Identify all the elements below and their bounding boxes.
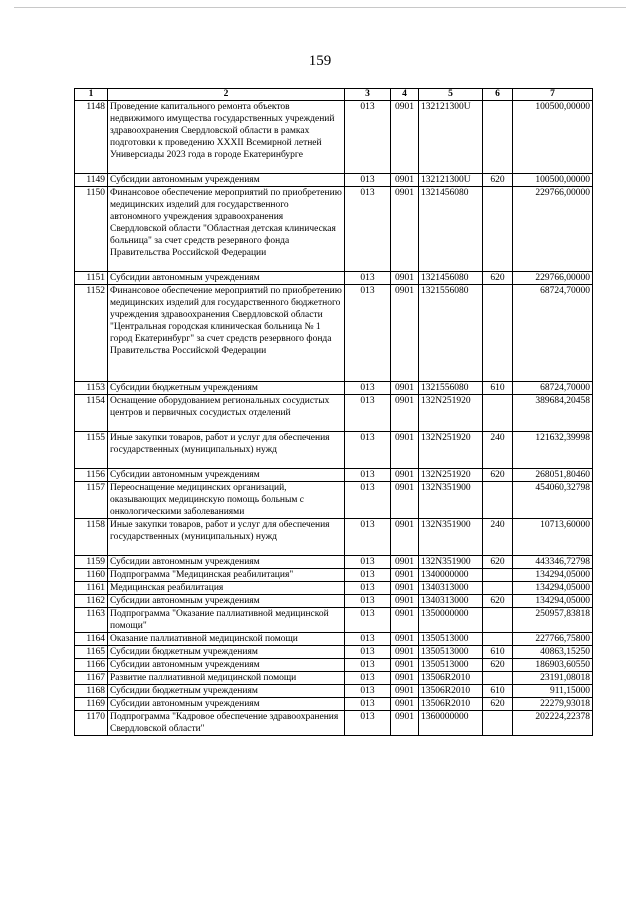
target-article-cell: 1350513000 (419, 659, 483, 672)
target-article-cell: 132N251920 (419, 395, 483, 432)
amount-cell: 40863,15250 (513, 646, 593, 659)
target-article-cell: 132N251920 (419, 432, 483, 469)
section-code-cell: 0901 (391, 285, 419, 382)
ministry-code-cell: 013 (345, 395, 391, 432)
column-header: 1 (75, 89, 108, 101)
amount-cell: 22279,93018 (513, 698, 593, 711)
column-header: 4 (391, 89, 419, 101)
table-row (75, 672, 593, 685)
table-row (75, 469, 593, 482)
row-name-cell: Оснащение оборудованием региональных сосудистых центров и первичных сосудистых отделений (108, 395, 345, 432)
target-article-cell: 132N351900 (419, 482, 483, 519)
section-code-cell: 0901 (391, 382, 419, 395)
ministry-code-cell: 013 (345, 595, 391, 608)
column-header: 5 (419, 89, 483, 101)
section-code-cell: 0901 (391, 582, 419, 595)
amount-cell: 250957,83818 (513, 608, 593, 633)
amount-cell: 186903,60550 (513, 659, 593, 672)
budget-table (74, 88, 593, 736)
row-name-cell: Субсидии автономным учреждениям (108, 595, 345, 608)
row-number-cell: 1168 (75, 685, 108, 698)
expense-type-cell (483, 285, 513, 382)
ministry-code-cell: 013 (345, 646, 391, 659)
ministry-code-cell: 013 (345, 469, 391, 482)
table-row (75, 432, 593, 469)
expense-type-cell: 620 (483, 174, 513, 187)
target-article-cell: 1360000000 (419, 711, 483, 736)
row-number-cell: 1165 (75, 646, 108, 659)
section-code-cell: 0901 (391, 646, 419, 659)
target-article-cell: 1350000000 (419, 608, 483, 633)
top-divider-line (14, 7, 626, 8)
expense-type-cell: 620 (483, 556, 513, 569)
table-row (75, 519, 593, 556)
section-code-cell: 0901 (391, 711, 419, 736)
target-article-cell: 132N351900 (419, 519, 483, 556)
row-number-cell: 1153 (75, 382, 108, 395)
table-row (75, 633, 593, 646)
table-row (75, 582, 593, 595)
expense-type-cell: 240 (483, 519, 513, 556)
target-article-cell: 1321456080 (419, 272, 483, 285)
row-name-cell: Субсидии бюджетным учреждениям (108, 685, 345, 698)
row-number-cell: 1169 (75, 698, 108, 711)
row-number-cell: 1151 (75, 272, 108, 285)
amount-cell: 134294,05000 (513, 582, 593, 595)
section-code-cell: 0901 (391, 101, 419, 174)
ministry-code-cell: 013 (345, 187, 391, 272)
amount-cell: 10713,60000 (513, 519, 593, 556)
target-article-cell: 1321556080 (419, 382, 483, 395)
row-name-cell: Субсидии автономным учреждениям (108, 698, 345, 711)
ministry-code-cell: 013 (345, 432, 391, 469)
row-name-cell: Субсидии автономным учреждениям (108, 174, 345, 187)
row-name-cell: Подпрограмма "Кадровое обеспечение здравоохранения Свердловской области" (108, 711, 345, 736)
table-header-row (75, 89, 593, 101)
expense-type-cell (483, 569, 513, 582)
amount-cell: 134294,05000 (513, 595, 593, 608)
row-name-cell: Оказание паллиативной медицинской помощи (108, 633, 345, 646)
row-name-cell: Субсидии автономным учреждениям (108, 556, 345, 569)
table-row (75, 646, 593, 659)
row-number-cell: 1152 (75, 285, 108, 382)
amount-cell: 134294,05000 (513, 569, 593, 582)
expense-type-cell: 610 (483, 382, 513, 395)
target-article-cell: 132121300U (419, 101, 483, 174)
section-code-cell: 0901 (391, 608, 419, 633)
section-code-cell: 0901 (391, 174, 419, 187)
row-name-cell: Проведение капитального ремонта объектов недвижимого имущества государственных учреждений здравоохранения Свердловской области в рамках подготовки к проведению XXXII Всемирной летней Универсиады 2023 года в городе Екатеринбурге (108, 101, 345, 174)
column-header: 7 (513, 89, 593, 101)
row-name-cell: Иные закупки товаров, работ и услуг для обеспечения государственных (муниципальных) нужд (108, 432, 345, 469)
row-name-cell: Подпрограмма "Оказание паллиативной медицинской помощи" (108, 608, 345, 633)
row-name-cell: Субсидии автономным учреждениям (108, 469, 345, 482)
ministry-code-cell: 013 (345, 608, 391, 633)
ministry-code-cell: 013 (345, 101, 391, 174)
amount-cell: 202224,22378 (513, 711, 593, 736)
target-article-cell: 13506R2010 (419, 672, 483, 685)
amount-cell: 100500,00000 (513, 174, 593, 187)
section-code-cell: 0901 (391, 556, 419, 569)
ministry-code-cell: 013 (345, 285, 391, 382)
section-code-cell: 0901 (391, 569, 419, 582)
expense-type-cell: 620 (483, 659, 513, 672)
ministry-code-cell: 013 (345, 633, 391, 646)
row-name-cell: Субсидии автономным учреждениям (108, 272, 345, 285)
amount-cell: 121632,39998 (513, 432, 593, 469)
ministry-code-cell: 013 (345, 698, 391, 711)
table-row (75, 698, 593, 711)
column-header: 3 (345, 89, 391, 101)
ministry-code-cell: 013 (345, 519, 391, 556)
amount-cell: 229766,00000 (513, 187, 593, 272)
ministry-code-cell: 013 (345, 569, 391, 582)
ministry-code-cell: 013 (345, 672, 391, 685)
section-code-cell: 0901 (391, 187, 419, 272)
row-number-cell: 1154 (75, 395, 108, 432)
amount-cell: 389684,20458 (513, 395, 593, 432)
target-article-cell: 1340313000 (419, 582, 483, 595)
section-code-cell: 0901 (391, 272, 419, 285)
table-row (75, 608, 593, 633)
row-number-cell: 1149 (75, 174, 108, 187)
ministry-code-cell: 013 (345, 482, 391, 519)
section-code-cell: 0901 (391, 633, 419, 646)
amount-cell: 23191,08018 (513, 672, 593, 685)
row-name-cell: Медицинская реабилитация (108, 582, 345, 595)
row-number-cell: 1162 (75, 595, 108, 608)
amount-cell: 68724,70000 (513, 285, 593, 382)
expense-type-cell (483, 187, 513, 272)
section-code-cell: 0901 (391, 659, 419, 672)
section-code-cell: 0901 (391, 698, 419, 711)
row-number-cell: 1155 (75, 432, 108, 469)
table-row (75, 685, 593, 698)
row-number-cell: 1158 (75, 519, 108, 556)
row-name-cell: Иные закупки товаров, работ и услуг для обеспечения государственных (муниципальных) нужд (108, 519, 345, 556)
target-article-cell: 13506R2010 (419, 698, 483, 711)
table-row (75, 556, 593, 569)
row-number-cell: 1148 (75, 101, 108, 174)
expense-type-cell (483, 395, 513, 432)
target-article-cell: 13506R2010 (419, 685, 483, 698)
section-code-cell: 0901 (391, 595, 419, 608)
row-name-cell: Переоснащение медицинских организаций, оказывающих медицинскую помощь больным с онкологическими заболеваниями (108, 482, 345, 519)
expense-type-cell (483, 672, 513, 685)
section-code-cell: 0901 (391, 395, 419, 432)
table-row (75, 101, 593, 174)
expense-type-cell: 610 (483, 646, 513, 659)
page-number: 159 (308, 53, 332, 69)
table-row (75, 382, 593, 395)
row-name-cell: Субсидии бюджетным учреждениям (108, 382, 345, 395)
amount-cell: 911,15000 (513, 685, 593, 698)
expense-type-cell: 240 (483, 432, 513, 469)
expense-type-cell: 620 (483, 698, 513, 711)
expense-type-cell (483, 482, 513, 519)
ministry-code-cell: 013 (345, 556, 391, 569)
table-row (75, 174, 593, 187)
table-row (75, 272, 593, 285)
table-row (75, 659, 593, 672)
section-code-cell: 0901 (391, 432, 419, 469)
target-article-cell: 1340313000 (419, 595, 483, 608)
row-number-cell: 1150 (75, 187, 108, 272)
target-article-cell: 132N251920 (419, 469, 483, 482)
row-number-cell: 1167 (75, 672, 108, 685)
expense-type-cell (483, 633, 513, 646)
table-row (75, 285, 593, 382)
amount-cell: 229766,00000 (513, 272, 593, 285)
expense-type-cell: 610 (483, 685, 513, 698)
target-article-cell: 1321556080 (419, 285, 483, 382)
section-code-cell: 0901 (391, 469, 419, 482)
target-article-cell: 1350513000 (419, 633, 483, 646)
section-code-cell: 0901 (391, 482, 419, 519)
target-article-cell: 1350513000 (419, 646, 483, 659)
table-row (75, 482, 593, 519)
expense-type-cell: 620 (483, 595, 513, 608)
table-row (75, 569, 593, 582)
row-name-cell: Субсидии бюджетным учреждениям (108, 646, 345, 659)
column-header: 2 (108, 89, 345, 101)
amount-cell: 268051,80460 (513, 469, 593, 482)
table-row (75, 595, 593, 608)
row-number-cell: 1159 (75, 556, 108, 569)
row-number-cell: 1160 (75, 569, 108, 582)
table-row (75, 187, 593, 272)
row-name-cell: Развитие паллиативной медицинской помощи (108, 672, 345, 685)
expense-type-cell: 620 (483, 272, 513, 285)
row-number-cell: 1164 (75, 633, 108, 646)
expense-type-cell (483, 582, 513, 595)
amount-cell: 443346,72798 (513, 556, 593, 569)
row-number-cell: 1156 (75, 469, 108, 482)
expense-type-cell: 620 (483, 469, 513, 482)
expense-type-cell (483, 608, 513, 633)
row-name-cell: Финансовое обеспечение мероприятий по приобретению медицинских изделий для государственного автономного учреждения здравоохранения Свердловской области "Областная детская клиническая больница" за счет средств резервного фонда Правительства Российской Федерации (108, 187, 345, 272)
expense-type-cell (483, 101, 513, 174)
section-code-cell: 0901 (391, 672, 419, 685)
amount-cell: 68724,70000 (513, 382, 593, 395)
expense-type-cell (483, 711, 513, 736)
row-number-cell: 1161 (75, 582, 108, 595)
amount-cell: 454060,32798 (513, 482, 593, 519)
row-number-cell: 1170 (75, 711, 108, 736)
ministry-code-cell: 013 (345, 382, 391, 395)
ministry-code-cell: 013 (345, 174, 391, 187)
target-article-cell: 1340000000 (419, 569, 483, 582)
row-number-cell: 1157 (75, 482, 108, 519)
table-body (75, 101, 593, 736)
amount-cell: 227766,75800 (513, 633, 593, 646)
target-article-cell: 1321456080 (419, 187, 483, 272)
section-code-cell: 0901 (391, 685, 419, 698)
row-number-cell: 1163 (75, 608, 108, 633)
ministry-code-cell: 013 (345, 659, 391, 672)
target-article-cell: 132N351900 (419, 556, 483, 569)
row-number-cell: 1166 (75, 659, 108, 672)
amount-cell: 100500,00000 (513, 101, 593, 174)
target-article-cell: 132121300U (419, 174, 483, 187)
row-name-cell: Субсидии автономным учреждениям (108, 659, 345, 672)
table-row (75, 711, 593, 736)
ministry-code-cell: 013 (345, 685, 391, 698)
column-header: 6 (483, 89, 513, 101)
ministry-code-cell: 013 (345, 711, 391, 736)
ministry-code-cell: 013 (345, 272, 391, 285)
row-name-cell: Подпрограмма "Медицинская реабилитация" (108, 569, 345, 582)
row-name-cell: Финансовое обеспечение мероприятий по приобретению медицинских изделий для государственного бюджетного учреждения здравоохранения Свердловской области "Центральная городская клиническая больница № 1 город Екатеринбург" за счет средств резервного фонда Правительства Российской Федерации (108, 285, 345, 382)
section-code-cell: 0901 (391, 519, 419, 556)
table-row (75, 395, 593, 432)
ministry-code-cell: 013 (345, 582, 391, 595)
